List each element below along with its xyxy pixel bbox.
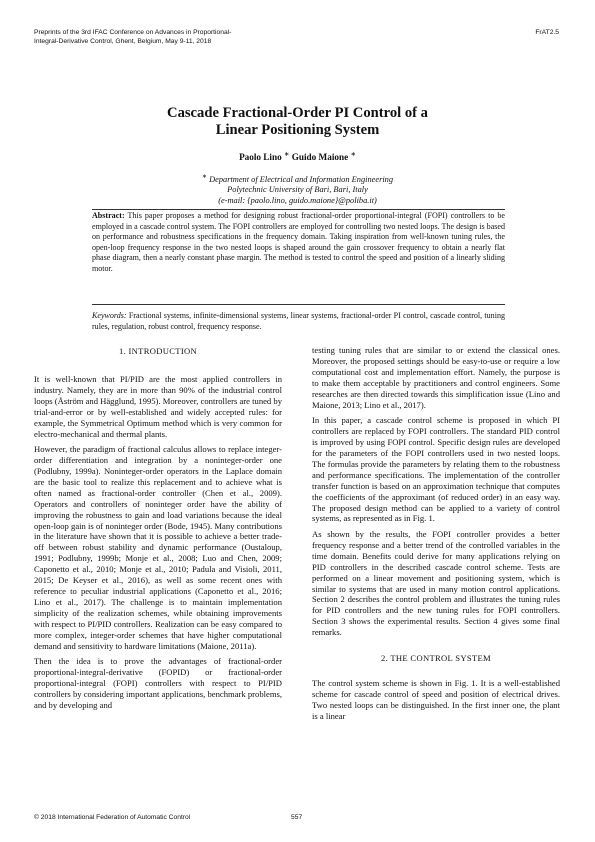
- paragraph-continued: testing tuning rules that are similar to or extend the classical ones. Moreover, the proposed settings should be easy-to-use or require a low computational cost and implementation effort. Namely, the purpose is to make them acceptable by practitioners and control engineers. Some researches are then directed towards this simplification issue (Lino and Maione, 2013; Lino et al., 2017).: [312, 345, 560, 410]
- title-line: Linear Positioning System: [215, 121, 380, 138]
- section-heading: 2. THE CONTROL SYSTEM: [381, 653, 491, 664]
- title-line: Cascade Fractional-Order PI Control of a: [167, 105, 428, 121]
- abstract-top-rule: [92, 209, 505, 210]
- paper-title: [0, 105, 595, 138]
- author-name: Guido Maione: [291, 152, 349, 163]
- author-name: Paolo Lino: [239, 152, 282, 163]
- affiliation-line: [0, 172, 595, 185]
- paragraph: Then the idea is to prove the advantages of fractional-order proportional-integral-derivative (FOPID) or fractional-order proportional-integral (FOPI) controllers with respect to PI/PID controllers by considering important applications, benchmark problems, and by developing and: [34, 656, 282, 710]
- affiliation-mark: ∗: [350, 151, 356, 158]
- institution: Polytechnic University of Bari, Bari, Italy: [227, 185, 368, 195]
- paragraph: However, the paradigm of fractional calculus allows to replace integer-order differentiation and integration by a noninteger-order one (Podlubny, 1999a). Noninteger-order operators in the Laplace domain are the basic tool to realize this replacement and to achieve what is often named as fractional-order controller (Chen et al., 2009). Operators and controllers of noninteger order have the ability of improving the robustness to gain and load variations because the ideal open-loop gain is of noninteger order (Bode, 1945). Many contributions in the literature have shown that it is possible to achieve a better trade-off between robust stability and dynamic performance (Oustaloup, 1991; Podlubny, 1999b; Monje et al., 2008; Luo and Chen, 2009; Caponetto et al., 2010; Monje et al., 2010; Padula and Visioli, 2011, 2015; De Keyser et al., 2016), as well as some recent ones with reference to peculiar industrial applications (Caponetto et al., 2016; Lino et al., 2017). The challenge is to maintain implementation simplicity of the realization schemes, while obtaining improvements with respect to PI/PID controllers. Realization can be easy compared to more complex, integer-order schemes that have higher computational demand and sensitivity to hardware limitations (Maione, 2011a).: [34, 444, 282, 651]
- department: Department of Electrical and Information Engineering: [209, 174, 394, 184]
- paragraph: It is well-known that PI/PID are the most applied controllers in industry. Namely, they are in more than 90% of the industrial control loops (Åström and Hägglund, 1995). Moreover, controllers are tuned by trial-and-error or by well-established and widely accepted rules: for example, the Symmetrical Optimum method which is very common for electro-mechanical and thermal plants.: [34, 373, 282, 439]
- header-line: Preprints of the 3rd IFAC Conference on Advances in Proportional-: [34, 29, 232, 36]
- abstract-text: This paper proposes a method for designing robust fractional-order proportional-integral (FOPI) controllers to be employed in a cascade control system. The FOPI controllers are employed for controlling two nested loops. The design is based on performance and robustness specifications in the frequency domain. Taking inspiration from well-known tuning rules, the open-loop frequency response in the two nested loops is shaped around the gain crossover frequency to obtain a nearly flat phase diagram, then a nearly constant phase margin. The method is tested to control the speed and position of a linearly sliding motor.: [92, 211, 505, 273]
- paragraph: The control system scheme is shown in Fig. 1. It is a well-established scheme for cascade control of speed and position of electrical drives. Two nested loops can be distinguished. In the first inner one, the plant is a linear: [312, 678, 560, 721]
- right-column: [312, 345, 560, 726]
- abstract: [92, 211, 505, 274]
- header-line: Integral-Derivative Control, Ghent, Belgium, May 9-11, 2018: [34, 37, 212, 45]
- affiliation-mark: ∗: [201, 174, 207, 180]
- page-number: 557: [291, 814, 303, 821]
- email: (e-mail: {paolo.lino, guido.maione}@poliba.it): [218, 195, 377, 205]
- affiliation: [0, 172, 595, 207]
- abstract-label: Abstract:: [92, 211, 125, 220]
- paper-code: FrAT2.5: [535, 29, 559, 36]
- keywords-text: Fractional systems, infinite-dimensional systems, linear systems, fractional-order PI control, cascade control, tuning rules, regulation, robust control, frequency response.: [92, 311, 505, 331]
- abstract-bottom-rule: [92, 304, 505, 305]
- copyright-notice: © 2018 International Federation of Automatic Control: [34, 814, 191, 821]
- section-heading: 1. INTRODUCTION: [118, 346, 198, 356]
- paragraph: In this paper, a cascade control scheme is proposed in which PI controllers are replaced by FOPI controllers. The standard PID control is improved by using FOPI control. Specific design rules are developed for the parameters of the FOPI controllers used in two nested loops. The formulas provide the parameters by relating them to the robustness and performance specifications. The implementation of the controller transfer function is based on an approximation technique that computes the coefficients of the approximant (of reduced order) in an easy way. The proposed design method can be applied to a variety of control systems, as represented as in Fig. 1.: [312, 415, 560, 524]
- keywords: [92, 311, 505, 332]
- keywords-label: Keywords:: [92, 311, 127, 320]
- affiliation-mark: ∗: [284, 151, 290, 158]
- author-list: [0, 150, 595, 162]
- left-column: [34, 345, 282, 715]
- running-header: [34, 29, 231, 46]
- paragraph: As shown by the results, the FOPI controller provides a better frequency response and a better trend of the controlled variables in the time domain. Benefits could derive for many applications relying on PID controllers in the described cascade control scheme. Tests are performed on a linear movement and positioning system, which is similar to systems that are used in many motion control applications. Section 2 describes the control problem and illustrates the tuning rules for PID controllers and the new tuning rules for FOPI controllers. Section 3 shows the experimental results. Section 4 gives some final remarks.: [312, 528, 560, 638]
